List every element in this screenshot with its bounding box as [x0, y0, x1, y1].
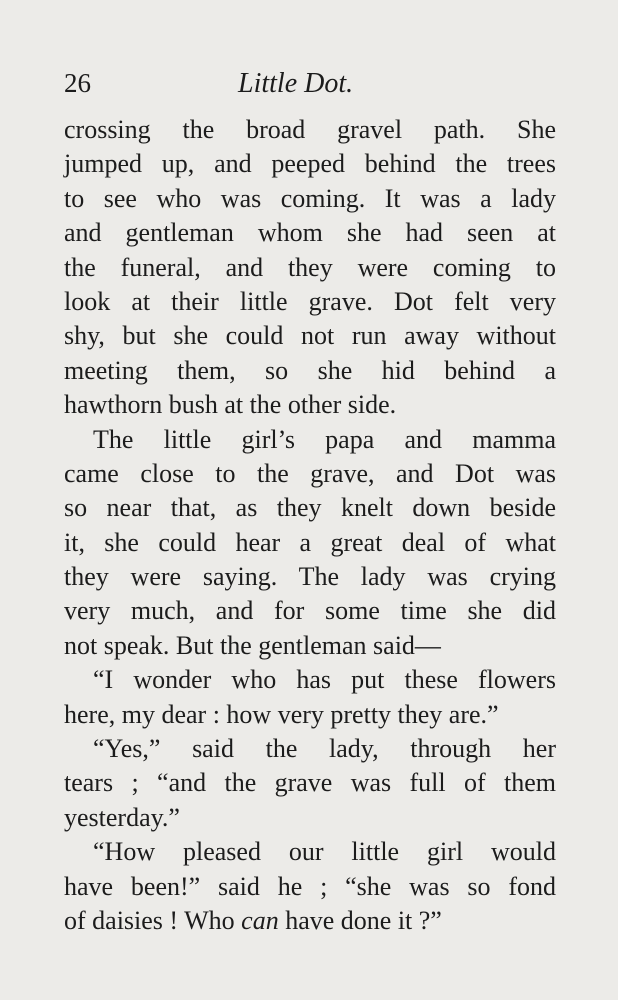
text-line: meeting them, so she hid behind a	[64, 355, 556, 385]
text-line: yesterday.”	[64, 802, 180, 832]
text-run: have done it ?”	[278, 905, 442, 935]
paragraph	[64, 835, 556, 938]
text-line: look at their little grave. Dot felt very	[64, 286, 556, 316]
text-line: to see who was coming. It was a lady	[64, 183, 556, 213]
text-line: they were saying. The lady was crying	[64, 562, 556, 592]
text-line: have been!” said he ; “she was so fond	[64, 871, 556, 901]
text-line: hawthorn bush at the other side.	[64, 390, 397, 420]
text-line: here, my dear : how very pretty they are.”	[64, 699, 499, 729]
text-line: it, she could hear a great deal of what	[64, 527, 556, 557]
paragraph	[64, 663, 556, 732]
paragraph	[64, 732, 556, 835]
text-line: “Yes,” said the lady, through her	[93, 734, 556, 764]
text-line: jumped up, and peeped behind the trees	[64, 149, 556, 179]
text-line: so near that, as they knelt down beside	[64, 493, 556, 523]
page-number: 26	[64, 68, 91, 98]
page-header	[64, 68, 554, 108]
text-line: “I wonder who has put these flowers	[93, 665, 556, 695]
text-line: came close to the grave, and Dot was	[64, 458, 556, 488]
page-body	[64, 113, 556, 938]
text-line: “How pleased our little girl would	[93, 837, 556, 867]
paragraph	[64, 423, 556, 664]
text-line: and gentleman whom she had seen at	[64, 218, 556, 248]
text-line: The little girl’s papa and mamma	[93, 424, 556, 454]
text-line	[64, 904, 556, 938]
italic-emphasis: can	[241, 905, 279, 935]
text-line: crossing the broad gravel path. She	[64, 115, 556, 144]
text-line: the funeral, and they were coming to	[64, 252, 556, 282]
text-line: not speak. But the gentleman said—	[64, 630, 441, 660]
text-line: very much, and for some time she did	[64, 596, 556, 626]
text-line: shy, but she could not run away without	[64, 321, 556, 351]
running-title: Little Dot.	[238, 68, 354, 99]
text-line: tears ; “and the grave was full of them	[64, 768, 556, 798]
paragraph	[64, 113, 556, 423]
text-run: of daisies ! Who	[64, 905, 242, 935]
